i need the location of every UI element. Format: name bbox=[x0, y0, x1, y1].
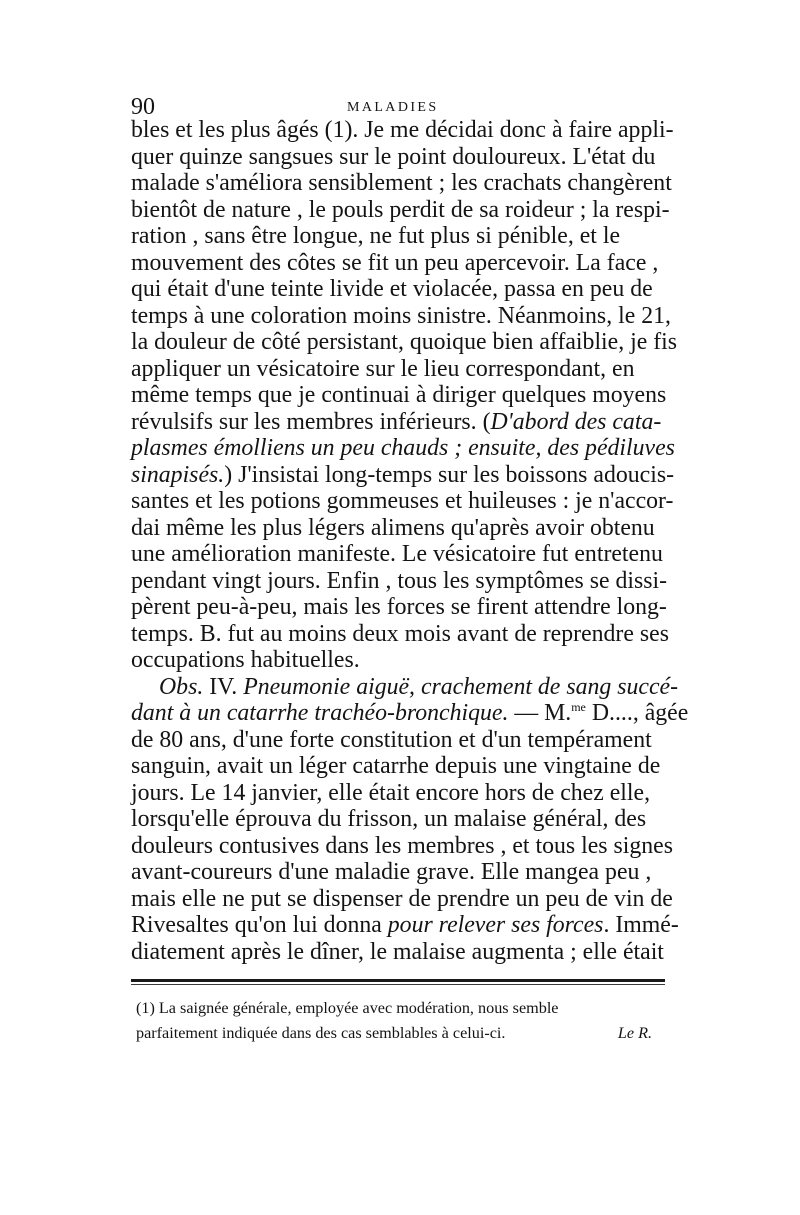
superscript: me bbox=[571, 700, 586, 714]
text-line bbox=[131, 461, 675, 489]
footnote-line bbox=[136, 1021, 670, 1046]
text-line: bientôt de nature , le pouls perdit de sa roideur ; la respi- bbox=[131, 196, 670, 223]
text-line bbox=[131, 673, 678, 701]
text-segment: Rivesaltes qu'on lui donna bbox=[131, 912, 388, 938]
italic-segment: sinapisés. bbox=[131, 461, 225, 488]
text-line bbox=[131, 435, 675, 462]
text-segment: D...., âgée bbox=[585, 700, 689, 726]
text-line: malade s'améliora sensiblement ; les crachats changèrent bbox=[131, 170, 672, 196]
text-line: mais elle ne put se dispenser de prendre un peu de vin de bbox=[131, 885, 673, 912]
italic-segment: pour relever ses forces bbox=[387, 912, 604, 938]
italic-segment: Obs. bbox=[159, 673, 204, 700]
running-title: MALADIES bbox=[347, 100, 439, 115]
text-line: une amélioration manifeste. Le vésicatoire fut entretenu bbox=[131, 541, 663, 567]
footnote bbox=[136, 996, 670, 1046]
text-segment: . Immé- bbox=[603, 912, 679, 938]
text-segment: révulsifs sur les membres inférieurs. ( bbox=[131, 408, 491, 435]
text-line: temps. B. fut au moins deux mois avant de reprendre ses bbox=[131, 620, 669, 647]
text-line: bles et les plus âgés (1). Je me décidai donc à faire appli- bbox=[131, 117, 674, 143]
text-line: mouvement des côtes se fit un peu apercevoir. La face , bbox=[131, 249, 659, 276]
text-line bbox=[131, 700, 689, 727]
footnote-rule-thin bbox=[131, 984, 665, 985]
text-line: qui était d'une teinte livide et violacée, passa en peu de bbox=[131, 276, 653, 302]
text-segment: — M. bbox=[508, 700, 572, 726]
text-line: santes et les potions gommeuses et huileuses : je n'accor- bbox=[131, 488, 674, 514]
footnote-signature: Le R. bbox=[617, 1024, 652, 1042]
text-segment: ) J'insistai long-temps sur les boissons adoucis- bbox=[224, 461, 675, 488]
text-line bbox=[131, 409, 671, 436]
text-line: lorsqu'elle éprouva du frisson, un malaise général, des bbox=[131, 806, 647, 832]
footnote-rule bbox=[131, 979, 665, 982]
text-line: temps à une coloration moins sinistre. Néanmoins, le 21, bbox=[131, 302, 671, 329]
text-line: pèrent peu-à-peu, mais les forces se firent attendre long- bbox=[131, 594, 667, 620]
text-line: de 80 ans, d'une forte constitution et d'un tempérament bbox=[131, 726, 652, 753]
text-line: même temps que je continuai à diriger quelques moyens bbox=[131, 382, 667, 408]
text-line: la douleur de côté persistant, quoique bien affaiblie, je fis bbox=[131, 329, 678, 355]
text-line: occupations habituelles. bbox=[131, 647, 360, 673]
text-line: ration , sans être longue, ne fut plus si pénible, et le bbox=[131, 223, 621, 249]
text-line: diatement après le dîner, le malaise augmenta ; elle était bbox=[131, 938, 664, 965]
text-segment: IV. bbox=[203, 673, 244, 700]
text-line: quer quinze sangsues sur le point douloureux. L'état du bbox=[131, 143, 656, 170]
italic-segment: D'abord des cata- bbox=[490, 408, 662, 435]
footnote-line: (1) La saignée générale, employée avec modération, nous semble bbox=[136, 999, 559, 1017]
text-line bbox=[131, 912, 679, 939]
text-line: jours. Le 14 janvier, elle était encore hors de chez elle, bbox=[131, 779, 651, 806]
italic-segment: dant à un catarrhe trachéo-bronchique. bbox=[131, 700, 509, 726]
text-line: appliquer un vésicatoire sur le lieu correspondant, en bbox=[131, 355, 635, 382]
footnote-text: parfaitement indiquée dans des cas semblables à celui-ci. bbox=[136, 1024, 506, 1042]
italic-segment: Pneumonie aiguë, crachement de sang succé- bbox=[243, 673, 678, 700]
body-text bbox=[131, 117, 689, 965]
italic-segment: plasmes émolliens un peu chauds ; ensuite, des pédiluves bbox=[131, 435, 675, 461]
text-line: dai même les plus légers alimens qu'après avoir obtenu bbox=[131, 514, 655, 541]
text-line: sanguin, avait un léger catarrhe depuis une vingtaine de bbox=[131, 753, 661, 779]
text-line: avant-coureurs d'une maladie grave. Elle mangea peu , bbox=[131, 859, 652, 885]
page-number: 90 bbox=[131, 94, 155, 120]
text-line: douleurs contusives dans les membres , et tous les signes bbox=[131, 832, 673, 859]
text-line: pendant vingt jours. Enfin , tous les symptômes se dissi- bbox=[131, 567, 668, 594]
